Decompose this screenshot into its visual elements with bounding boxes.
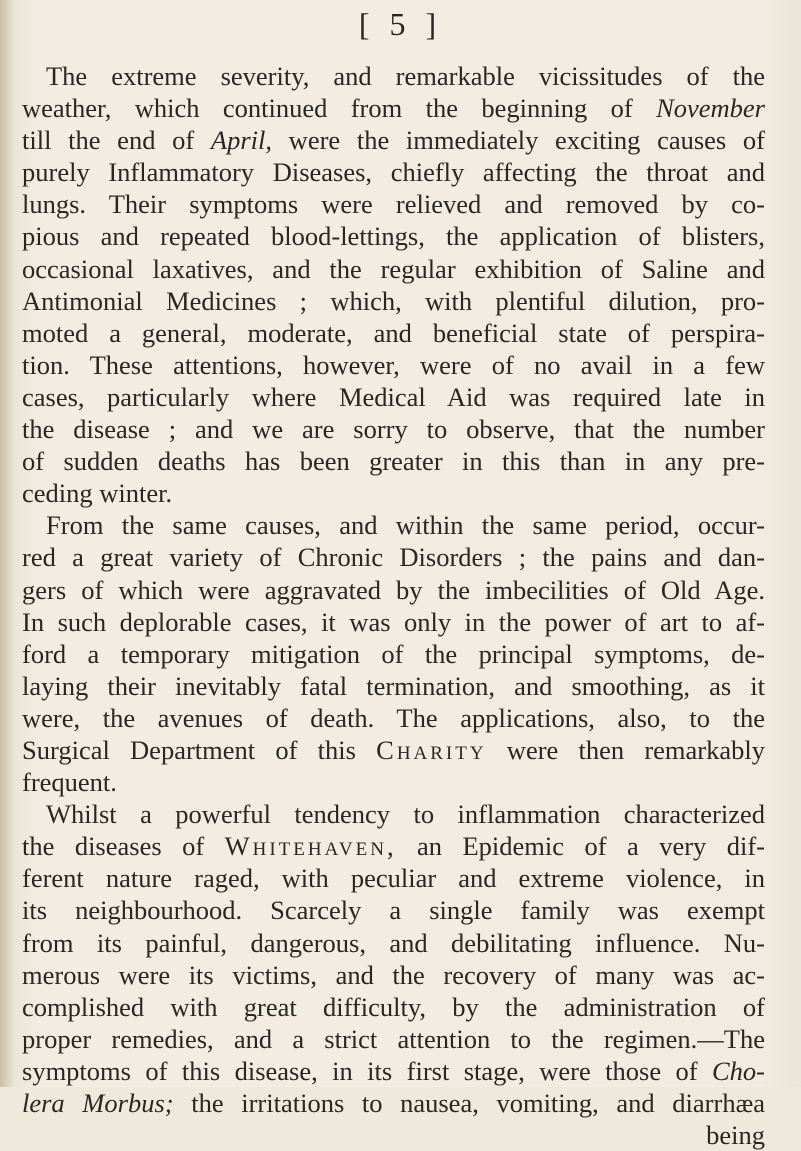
text-line: from its painful, dangerous, and debilitating influence. Nu- [22,927,765,958]
text-line: were, the avenues of death. The applications, also, to the [22,702,765,733]
body-text [22,60,765,1151]
text-line: weather, which continued from the beginning of November [22,93,765,124]
text-line: cases, particularly where Medical Aid was required late in [22,381,765,412]
page-number: [ 5 ] [358,6,443,42]
text-line: ceding winter. [22,478,173,509]
text-line: pious and repeated blood-lettings, the application of blisters, [22,221,765,252]
text-line: Whilst a powerful tendency to inflammation characterized [46,799,765,830]
text-line: merous were its victims, and the recovery of many was ac- [22,959,765,990]
text-line: laying their inevitably fatal termination, and smoothing, as it [22,670,765,701]
text-line: ford a temporary mitigation of the principal symptoms, de- [22,638,765,669]
text-line: the diseases of Whitehaven, an Epidemic of a very dif- [22,831,765,862]
text-line: symptoms of this disease, in its first stage, were those of Cho- [22,1055,765,1086]
text-line: complished with great difficulty, by the administration of [22,991,765,1022]
text-line: frequent. [22,767,117,798]
text-line: Antimonial Medicines ; which, with plentiful dilution, pro- [22,285,765,316]
text-line: occasional laxatives, and the regular exhibition of Saline and [22,253,765,284]
text-line: till the end of April, were the immediately exciting causes of [22,125,765,156]
paragraph-1 [22,60,765,509]
text-line: purely Inflammatory Diseases, chiefly affecting the throat and [22,157,765,188]
text-line: lungs. Their symptoms were relieved and removed by co- [22,189,765,220]
text-line: tion. These attentions, however, were of no avail in a few [22,349,765,380]
text-line: red a great variety of Chronic Disorders ; the pains and dan- [22,542,765,573]
text-line: In such deplorable cases, it was only in the power of art to af- [22,606,765,637]
page-gutter-shadow [0,0,14,1087]
text-line: proper remedies, and a strict attention to the regimen.—The [22,1023,765,1054]
paragraph-2 [22,509,765,798]
text-line: of sudden deaths has been greater in this than in any pre- [22,446,765,477]
text-line: lera Morbus; the irritations to nausea, vomiting, and diarrhæa [22,1088,766,1118]
text-line: ferent nature raged, with peculiar and extreme violence, in [22,863,765,894]
text-line: From the same causes, and within the same period, occur- [46,510,765,541]
text-line: The extreme severity, and remarkable vicissitudes of the [46,61,765,91]
text-line: moted a general, moderate, and beneficial state of perspira- [22,317,765,348]
text-line: gers of which were aggravated by the imbecilities of Old Age. [22,574,765,605]
paragraph-3 [22,798,765,1119]
text-line: Surgical Department of this Charity were then remarkably [22,734,766,765]
catchword: being [706,1120,765,1151]
text-line: its neighbourhood. Scarcely a single family was exempt [22,895,765,926]
text-line: the disease ; and we are sorry to observe, that the number [22,414,765,445]
